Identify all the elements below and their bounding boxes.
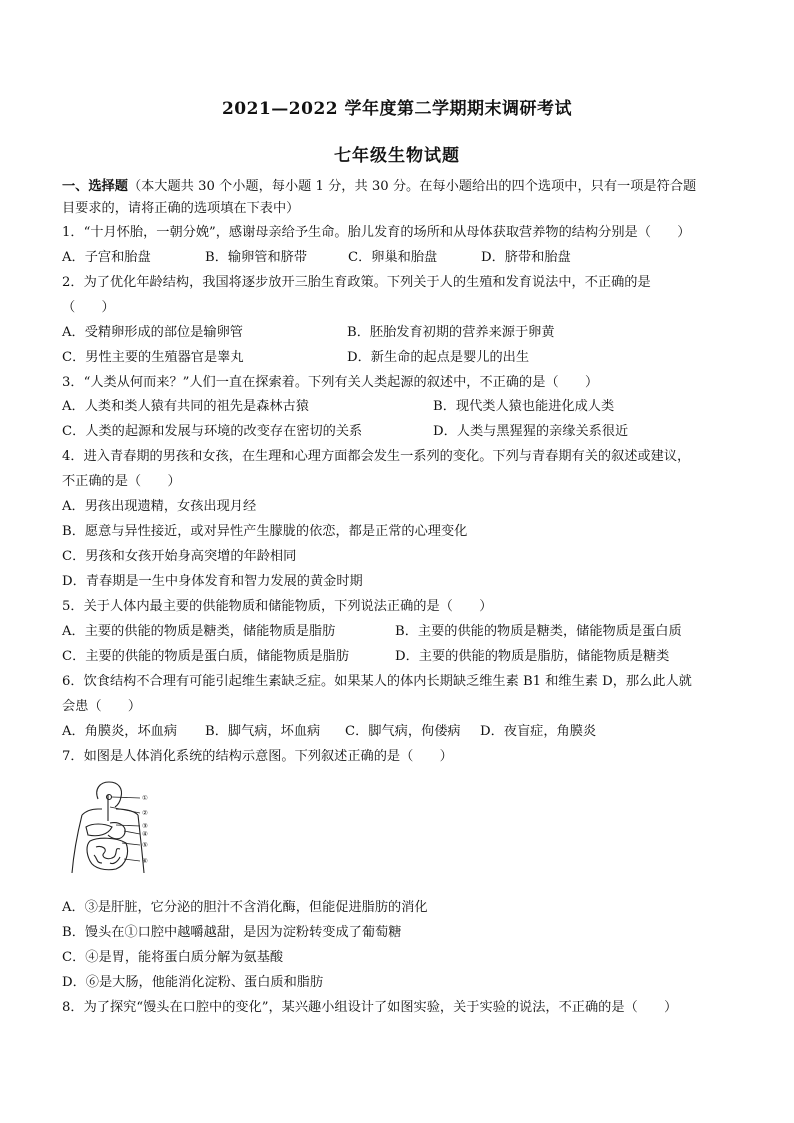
q2-option-a: A．受精卵形成的部位是输卵管 [62,325,243,340]
section-intro: （本大题共 30 个小题，每小题 1 分，共 30 分。在每小题给出的四个选项中，只有一项是符合题 [127,179,697,194]
q7-option-d: D．⑥是大肠，他能消化淀粉、蛋白质和脂肪 [62,975,324,990]
q3-option-a: A．人类和类人猿有共同的祖先是森林古猿 [62,399,309,414]
q1-stem: 1．“十月怀胎，一朝分娩”，感谢母亲给予生命。胎儿发育的场所和从母体获取营养物的结构分别是（ ） [62,225,691,240]
q2-stem-line-2: （ ） [62,300,115,315]
q4-option-d: D．青春期是一生中身体发育和智力发展的黄金时期 [62,574,363,589]
q6-option-d: D．夜盲症，角膜炎 [480,724,597,739]
section-intro-line-1 [62,178,696,196]
q5-stem: 5．关于人体内最主要的供能物质和储能物质，下列说法正确的是（ ） [62,599,493,614]
q6-option-b: B．脚气病，坏血病 [205,724,321,739]
exam-title: 2021—2022 学年度第二学期期末调研考试 [221,99,573,119]
q6-option-c: C．脚气病，佝偻病 [345,724,461,739]
digestive-system-figure [64,781,156,882]
q3-stem: 3．“人类从何而来？”人们一直在探索着。下列有关人类起源的叙述中，不正确的是（ ） [62,375,599,390]
q7-option-a: A．③是肝脏，它分泌的胆汁不含消化酶，但能促进脂肪的消化 [62,900,428,915]
q5-option-a: A．主要的供能的物质是糖类，储能物质是脂肪 [62,624,336,639]
q2-option-d: D．新生命的起点是婴儿的出生 [347,350,530,365]
fig-label-2: ② [142,809,148,817]
q2-option-c: C．男性主要的生殖器官是睾丸 [62,350,244,365]
section-heading: 一、选择题 [62,179,128,194]
q1-option-a: A．子宫和胎盘 [62,250,151,265]
q7-option-c: C．④是胃，能将蛋白质分解为氨基酸 [62,950,284,965]
fig-label-4: ④ [142,830,148,838]
fig-label-1: ① [142,794,148,802]
q3-option-c: C．人类的起源和发展与环境的改变存在密切的关系 [62,424,363,439]
q8-stem: 8．为了探究“馒头在口腔中的变化”，某兴趣小组设计了如图实验，关于实验的说法，不正确的是（ ） [62,1000,678,1015]
q1-option-c: C．卵巢和胎盘 [348,250,438,265]
q4-option-c: C．男孩和女孩开始身高突增的年龄相同 [62,549,297,564]
q3-option-d: D．人类与黑猩猩的亲缘关系很近 [433,424,629,439]
fig-label-5: ⑤ [142,841,148,849]
intestines-shape [87,838,128,870]
fig-label-6: ⑥ [142,857,148,865]
q4-option-a: A．男孩出现遗精，女孩出现月经 [62,499,257,514]
q1-option-b: B．输卵管和脐带 [205,250,308,265]
q5-option-b: B．主要的供能的物质是糖类，储能物质是蛋白质 [395,624,682,639]
q7-stem: 7．如图是人体消化系统的结构示意图。下列叙述正确的是（ ） [62,749,453,764]
liver-shape [86,824,112,836]
q6-option-a: A．角膜炎，坏血病 [62,724,178,739]
q3-option-b: B．现代类人猿也能进化成人类 [433,399,615,414]
q4-stem-line-2: 不正确的是（ ） [62,474,181,489]
q5-option-c: C．主要的供能的物质是蛋白质，储能物质是脂肪 [62,649,350,664]
section-intro-line-2: 目要求的，请将正确的选项填在下表中） [62,201,300,216]
q1-option-d: D．脐带和胎盘 [481,250,571,265]
q5-option-d: D．主要的供能的物质是脂肪，储能物质是糖类 [395,649,670,664]
q4-stem-line-1: 4．进入青春期的男孩和女孩，在生理和心理方面都会发生一系列的变化。下列与青春期有关的叙述或建议， [62,449,691,464]
q7-option-b: B．馒头在①口腔中越嚼越甜，是因为淀粉转变成了葡萄糖 [62,925,402,940]
fig-label-3: ③ [142,822,148,830]
q2-option-b: B．胚胎发育初期的营养来源于卵黄 [347,325,555,340]
q6-stem-line-2: 会患（ ） [62,699,142,714]
q6-stem-line-1: 6．饮食结构不合理有可能引起维生素缺乏症。如果某人的体内长期缺乏维生素 B1 和维生素 D，那么此人就 [62,674,692,689]
exam-subtitle: 七年级生物试题 [334,146,460,166]
q2-stem-line-1: 2．为了优化年龄结构，我国将逐步放开三胎生育政策。下列关于人的生殖和发育说法中，不正确的是 [62,275,651,290]
mouth-mark [107,795,112,800]
q4-option-b: B．愿意与异性接近，或对异性产生朦胧的依恋，都是正常的心理变化 [62,524,468,539]
